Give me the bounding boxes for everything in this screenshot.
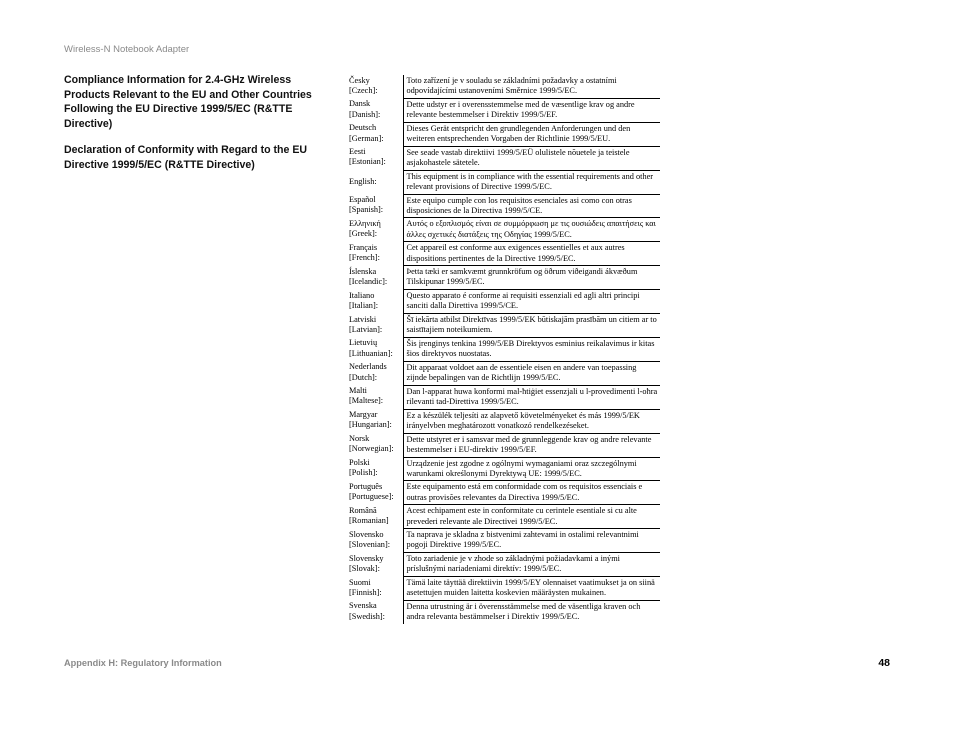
language-cell — [346, 337, 403, 361]
language-code: [Danish]: — [349, 109, 381, 119]
statement-cell: Dette utstyret er i samsvar med de grunnleggende krav og andre relevante bestemmelser i EU-direktiv 1999/5/EF. — [403, 433, 660, 457]
statement-cell: Tämä laite täyttää direktiivin 1999/5/EY olennaiset vaatimukset ja on siinä asetettujen muiden laitetta koskevien määräysten mukainen. — [403, 577, 660, 601]
language-code: [Portuguese]: — [349, 492, 394, 502]
language-cell — [346, 146, 403, 170]
language-cell — [346, 194, 403, 218]
language-cell — [346, 600, 403, 623]
language-code: [Hungarian]: — [349, 420, 392, 430]
footer-section-title: Appendix H: Regulatory Information — [64, 658, 222, 668]
language-code: [Czech]: — [349, 86, 378, 96]
running-header: Wireless-N Notebook Adapter — [64, 44, 190, 55]
language-code: [Slovak]: — [349, 563, 380, 573]
language-code: [Slovenian]: — [349, 539, 391, 549]
language-name: Norsk — [349, 434, 370, 444]
declaration-table — [346, 75, 660, 624]
declaration-table-body — [346, 75, 660, 624]
statement-cell: This equipment is in compliance with the essential requirements and other relevant provisions of Directive 1999/5/EC. — [403, 170, 660, 194]
language-code: [Latvian]: — [349, 324, 383, 334]
language-code: [Maltese]: — [349, 396, 384, 406]
statement-cell: Questo apparato é conforme ai requisiti essenziali ed agli altri principi sanciti dalla Direttiva 1999/5/CE. — [403, 290, 660, 314]
statement-cell: Acest echipament este in conformitate cu cerintele esentiale si cu alte prevederi relevante ale Directivei 1999/5/EC. — [403, 505, 660, 529]
language-name: Deutsch — [349, 123, 377, 133]
statement-cell: Dieses Gerät entspricht den grundlegenden Anforderungen und den weiteren entsprechenden Vorgaben der Richtlinie 1999/5/EU. — [403, 122, 660, 146]
left-column — [64, 73, 334, 184]
language-name: Slovensko — [349, 529, 384, 539]
statement-cell: See seade vastab direktiivi 1999/5/EÜ olulistele nõuetele ja teistele asjakohastele sätetele. — [403, 146, 660, 170]
language-code: [Icelandic]: — [349, 276, 388, 286]
language-code: [Lithuanian]: — [349, 348, 393, 358]
statement-cell: Ez a készülék teljesíti az alapvető követelményeket és más 1999/5/EK irányelvben meghatározott vonatkozó rendelkezéseket. — [403, 409, 660, 433]
declaration-table-wrap — [346, 75, 660, 624]
language-name: Česky — [349, 76, 370, 85]
statement-cell: Ta naprava je skladna z bistvenimi zahtevami in ostalimi relevantnimi pogoji Direktive 1999/5/EC. — [403, 529, 660, 553]
language-code: [Spanish]: — [349, 205, 384, 215]
statement-cell: Dan l-apparat huwa konformi mal-ħtiġiet essenzjali u l-provedimenti l-oħra rilevanti tad-Direttiva 1999/5/EC. — [403, 385, 660, 409]
table-row — [346, 290, 660, 314]
language-cell — [346, 529, 403, 553]
table-row — [346, 577, 660, 601]
language-cell — [346, 266, 403, 290]
table-row — [346, 361, 660, 385]
language-cell — [346, 433, 403, 457]
language-name: Ελληνική — [349, 218, 381, 228]
language-cell — [346, 98, 403, 122]
language-code: [Finnish]: — [349, 587, 382, 597]
table-row — [346, 98, 660, 122]
language-name: Eesti — [349, 147, 366, 157]
language-cell — [346, 481, 403, 505]
table-row — [346, 122, 660, 146]
language-cell — [346, 385, 403, 409]
language-name: Malti — [349, 386, 367, 396]
language-code: [Swedish]: — [349, 611, 385, 621]
language-cell — [346, 122, 403, 146]
language-code: [Italian]: — [349, 300, 379, 310]
language-code: [Dutch]: — [349, 372, 378, 382]
language-cell — [346, 75, 403, 98]
statement-cell: Este equipo cumple con los requisitos esenciales asi como con otras disposiciones de la Directiva 1999/5/CE. — [403, 194, 660, 218]
table-row — [346, 242, 660, 266]
table-row — [346, 218, 660, 242]
statement-cell: Toto zařízení je v souladu se základními požadavky a ostatními odpovídajícími ustanoveními Směrnice 1999/5/EC. — [406, 76, 617, 96]
language-cell — [346, 409, 403, 433]
language-name: Español — [349, 195, 376, 205]
language-name: Nederlands — [349, 362, 387, 372]
table-row — [346, 433, 660, 457]
language-cell — [346, 577, 403, 601]
language-name: Polski — [349, 458, 370, 467]
statement-cell: Šī iekārta atbilst Direktīvas 1999/5/EK būtiskajām prasībām un citiem ar to saistītajiem noteikumiem. — [403, 314, 660, 338]
statement-cell: Cet appareil est conforme aux exigences essentielles et aux autres dispositions pertinentes de la Directive 1999/5/EC. — [403, 242, 660, 266]
language-cell — [346, 218, 403, 242]
language-cell — [346, 314, 403, 338]
table-row — [346, 170, 660, 194]
statement-cell: Este equipamento está em conformidade com os requisitos essenciais e outras provisões relevantes da Directiva 1999/5/EC. — [403, 481, 660, 505]
language-cell — [346, 457, 403, 481]
table-row — [346, 266, 660, 290]
language-name: Dansk — [349, 99, 371, 109]
language-code: [Greek]: — [349, 229, 378, 239]
table-row — [346, 385, 660, 409]
table-row — [346, 600, 660, 623]
table-row — [346, 553, 660, 577]
language-name: Lietuvių — [349, 338, 378, 348]
table-row — [346, 457, 660, 481]
language-name: Română — [349, 505, 377, 515]
statement-cell: Toto zariadenie je v zhode so základnými požiadavkami a inými príslušnými nariadeniami direktív: 1999/5/EC. — [403, 553, 660, 577]
table-row — [346, 337, 660, 361]
language-code: [Norwegian]: — [349, 444, 394, 454]
language-name: Margyar — [349, 410, 378, 420]
language-code: [Polish]: — [349, 468, 378, 478]
table-row — [346, 481, 660, 505]
table-row — [346, 314, 660, 338]
language-code: [French]: — [349, 253, 380, 263]
language-name: Latviski — [349, 314, 377, 324]
statement-cell: Šis įrenginys tenkina 1999/5/EB Direktyvos esminius reikalavimus ir kitas šios direktyvos nuostatas. — [403, 337, 660, 361]
language-name: Svenska — [349, 601, 377, 611]
declaration-heading: Declaration of Conformity with Regard to the EU Directive 1999/5/EC (R&TTE Directive) — [64, 144, 308, 171]
compliance-heading: Compliance Information for 2.4-GHz Wireless Products Relevant to the EU and Other Countries Following the EU Directive 1999/5/EC (R&TTE Directive) — [64, 74, 312, 130]
language-code: [German]: — [349, 133, 384, 143]
language-cell — [346, 242, 403, 266]
language-cell — [346, 553, 403, 577]
language-cell — [346, 170, 403, 194]
language-name: English: — [349, 176, 377, 186]
language-name: Íslenska — [349, 266, 377, 276]
language-name: Slovensky — [349, 553, 384, 563]
language-cell — [346, 361, 403, 385]
language-code: [Estonian]: — [349, 157, 386, 167]
statement-cell: Αυτός ο εξοπλισμός είναι σε συμμόρφωση με τις ουσιώδεις απαιτήσεις και άλλες σχετικές διατάξεις της Οδηγίας 1999/5/EC. — [403, 218, 660, 242]
language-cell — [346, 290, 403, 314]
statement-cell: Dit apparaat voldoet aan de essentiele eisen en andere van toepassing zijnde bepalingen van de Richtlijn 1999/5/EC. — [403, 361, 660, 385]
table-row — [346, 75, 660, 98]
table-row — [346, 409, 660, 433]
statement-cell: Urządzenie jest zgodne z ogólnymi wymaganiami oraz szczególnymi warunkami określonymi Dyrektywą UE: 1999/5/EC. — [403, 457, 660, 481]
language-name: Italiano — [349, 290, 375, 300]
page-number: 48 — [878, 657, 890, 669]
table-row — [346, 194, 660, 218]
statement-cell: Dette udstyr er i overensstemmelse med de væsentlige krav og andre relevante bestemmelser i Direktiv 1999/5/EF. — [403, 98, 660, 122]
table-row — [346, 505, 660, 529]
table-row — [346, 529, 660, 553]
statement-cell: Denna utrustning är i överensstämmelse med de väsentliga kraven och andra relevanta bestämmelser i Direktiv 1999/5/EC. — [403, 600, 660, 623]
language-name: Suomi — [349, 577, 371, 587]
table-row — [346, 146, 660, 170]
language-cell — [346, 505, 403, 529]
language-code: [Romanian] — [349, 516, 389, 526]
statement-cell: Þetta tæki er samkvæmt grunnkröfum og öðrum viðeigandi ákvæðum Tilskipunar 1999/5/EC. — [403, 266, 660, 290]
language-name: Français — [349, 242, 378, 252]
language-name: Português — [349, 481, 383, 491]
